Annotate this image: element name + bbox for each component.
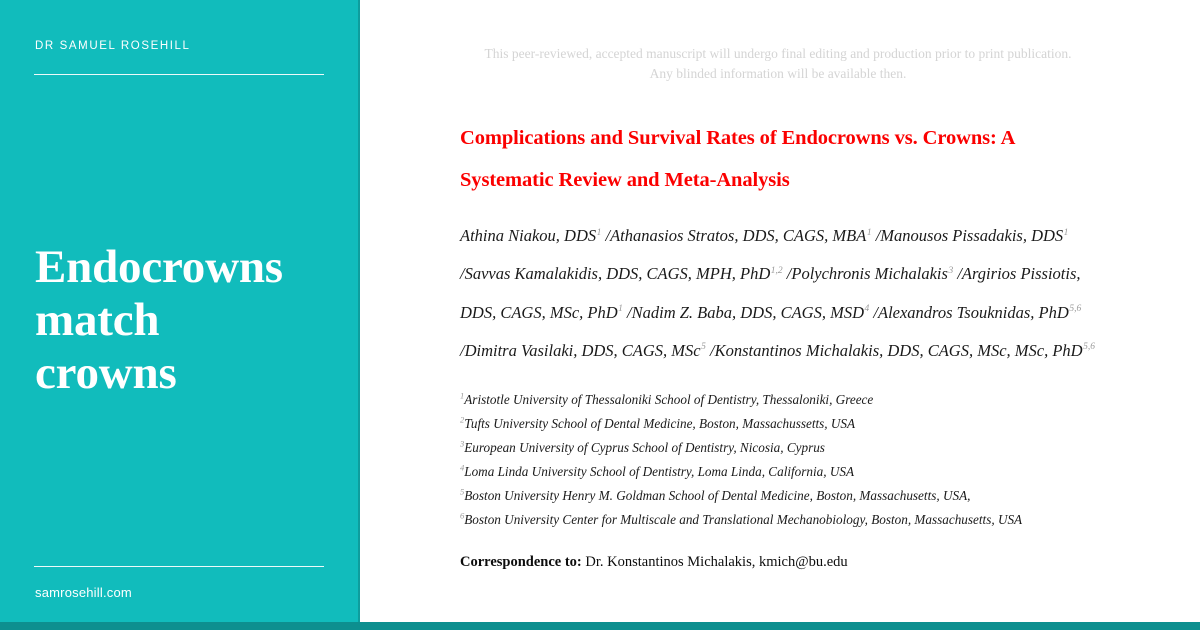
author-affiliation-marker: 5 <box>701 342 706 353</box>
disclaimer-line-1: This peer-reviewed, accepted manuscript will undergo final editing and production prior to print publication. <box>484 46 1072 61</box>
author-affiliation-marker: 1 <box>618 304 623 315</box>
author-affiliation-marker: 1,2 <box>770 265 783 276</box>
headline-line-1: Endocrowns <box>35 241 283 294</box>
affiliation-item <box>460 412 1096 436</box>
affiliation-text: Boston University Center for Multiscale and Translational Mechanobiology, Boston, Massachusetts, USA <box>464 512 1023 528</box>
author-affiliation-marker: 1 <box>596 227 602 238</box>
author-name: Savvas Kamalakidis, DDS, CAGS, MPH, PhD <box>464 264 771 284</box>
author-name: Nadim Z. Baba, DDS, CAGS, MSD <box>631 302 865 322</box>
affiliation-item <box>460 460 1096 484</box>
author-affiliation-marker: 5,6 <box>1083 342 1095 353</box>
affiliation-text: European University of Cyprus School of Dentistry, Nicosia, Cyprus <box>464 440 825 456</box>
author-name: Dimitra Vasilaki, DDS, CAGS, MSc <box>464 340 701 360</box>
author-name: Manousos Pissadakis, DDS <box>880 226 1064 246</box>
affiliation-marker: 5 <box>460 486 465 497</box>
sidebar-spacer-lower <box>34 399 324 566</box>
affiliation-marker: 1 <box>460 390 465 401</box>
sidebar-footer <box>34 566 324 630</box>
author-separator: / <box>782 264 792 284</box>
author-name: Athina Niakou, DDS <box>460 226 597 246</box>
paper-title: Complications and Survival Rates of Endocrowns vs. Crowns: A Systematic Review and Meta-Analysis <box>460 127 1015 192</box>
correspondence-label: Correspondence to: <box>460 554 582 571</box>
author-list <box>460 217 1096 370</box>
bottom-accent-bar <box>0 622 1200 630</box>
author-separator: / <box>622 302 632 322</box>
disclaimer-line-2: Any blinded information will be available then. <box>649 65 907 81</box>
affiliation-marker: 6 <box>460 510 465 521</box>
author-separator: / <box>871 226 881 246</box>
affiliation-item <box>460 508 1096 532</box>
headline-line-2: match <box>35 294 160 347</box>
correspondence-value: Dr. Konstantinos Michalakis, kmich@bu.edu <box>585 554 848 571</box>
affiliation-marker: 4 <box>460 462 465 473</box>
affiliation-text: Loma Linda University School of Dentistry, Loma Linda, California, USA <box>464 464 855 480</box>
affiliation-text: Tufts University School of Dental Medicine, Boston, Massachussetts, USA <box>464 416 856 432</box>
author-name: Athanasios Stratos, DDS, CAGS, MBA <box>610 226 867 246</box>
affiliation-item <box>460 388 1096 412</box>
affiliation-text: Boston University Henry M. Goldman School of Dental Medicine, Boston, Massachusetts, USA, <box>464 488 971 504</box>
author-affiliation-marker: 4 <box>864 304 870 315</box>
sidebar-divider-bottom <box>34 566 324 567</box>
site-url-link[interactable]: samrosehill.com <box>35 585 132 601</box>
author-separator: / <box>953 264 962 284</box>
author-affiliation-marker: 1 <box>866 227 872 238</box>
affiliation-item <box>460 436 1096 460</box>
publication-disclaimer <box>460 44 1096 83</box>
headline-line-3: crowns <box>35 346 177 399</box>
author-separator: / <box>460 340 465 360</box>
author-separator: / <box>705 340 715 360</box>
author-separator: / <box>460 264 465 284</box>
author-name: Alexandros Tsouknidas, PhD <box>877 302 1069 322</box>
headline <box>35 241 324 399</box>
affiliation-item <box>460 484 1096 508</box>
document-preview <box>360 0 1200 630</box>
sidebar <box>0 0 360 630</box>
affiliation-marker: 2 <box>460 414 465 425</box>
author-affiliation-marker: 3 <box>948 265 954 276</box>
sidebar-spacer <box>34 75 324 242</box>
author-name: Polychronis Michalakis <box>791 264 948 284</box>
author-separator: / <box>601 226 611 246</box>
author-affiliation-marker: 5,6 <box>1069 304 1082 315</box>
affiliation-text: Aristotle University of Thessaloniki School of Dentistry, Thessaloniki, Greece <box>464 392 874 408</box>
author-name: Argirios Pissiotis, DDS, CAGS, MSc, PhD <box>460 264 1081 322</box>
author-name: Konstantinos Michalakis, DDS, CAGS, MSc, MSc, PhD <box>714 340 1083 360</box>
affiliation-marker: 3 <box>460 438 465 449</box>
affiliation-list <box>460 388 1096 532</box>
sidebar-divider-top <box>34 74 324 75</box>
author-affiliation-marker: 1 <box>1063 227 1069 238</box>
correspondence-line <box>460 554 1096 571</box>
author-separator: / <box>869 302 878 322</box>
brand-name: DR SAMUEL ROSEHILL <box>35 40 191 52</box>
